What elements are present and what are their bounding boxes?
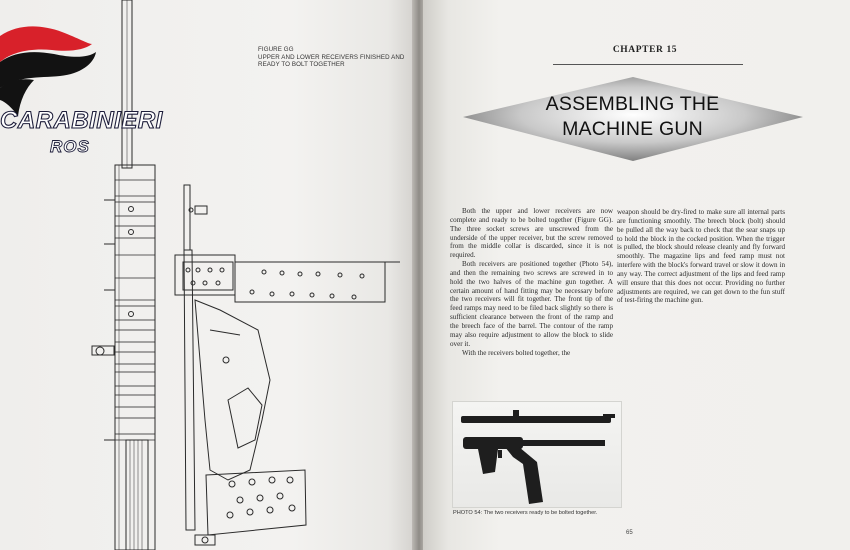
- chapter-title-line2: MACHINE GUN: [562, 118, 703, 140]
- figure-caption-text: FIGURE GG UPPER AND LOWER RECEIVERS FINISHED AND READY TO BOLT TOGETHER: [258, 46, 405, 69]
- chapter-title-line1: ASSEMBLING THE: [545, 93, 720, 115]
- submachine-gun-photo: [453, 402, 621, 507]
- logo-text-ros: ROS: [50, 137, 90, 156]
- text-column-right: [617, 208, 785, 305]
- photo-caption: PHOTO 54: The two receivers ready to be bolted together.: [453, 510, 598, 516]
- paragraph: weapon should be dry-fired to make sure all internal parts are functioning smoothly. The breech block (bolt) should be pulled all the way back to check that the sear snaps up to hold the block in the cocked position. When the trigger is pulled, the block should release cleanly and fly forward smoothly. The magazine lips and feed ramp must not interfere with the block's forward travel or slow it down in any way. The correct adjustment of the lips and feed ramp will ensure that this does not occur. Providing no further adjustments are required, we can get down to the fun stuff of test-firing the machine gun.: [617, 208, 785, 305]
- text-column-left: [450, 207, 613, 357]
- paragraph: With the receivers bolted together, the: [462, 348, 571, 357]
- logo-text-carabinieri: CARABINIERI: [0, 107, 163, 134]
- chapter-title: [520, 92, 745, 142]
- paragraph: Both receivers are positioned together (Photo 54), and then the remaining two screws are screwed in to hold the two halves of the machine gun together. A certain amount of hand fitting may be necessary before the two receivers will fit together. The front tip of the feed ramps may need to be filed back slightly so there is sufficient clearance between the front of the ramp and the breech face of the barrel. The contour of the ramp may also require adjustment to allow the block to slide over it.: [450, 260, 613, 348]
- page-number: 65: [626, 530, 633, 536]
- chapter-rule: [553, 64, 743, 65]
- photo-54: [452, 401, 622, 508]
- figure-caption: [258, 46, 413, 69]
- paragraph: Both the upper and lower receivers are now complete and ready to be bolted together (Figure GG). The three socket screws are unscrewed from the underside of the upper receiver, but the screw removed from the middle collar is discarded, since it is not required.: [450, 207, 613, 260]
- chapter-heading: CHAPTER 15: [612, 45, 678, 55]
